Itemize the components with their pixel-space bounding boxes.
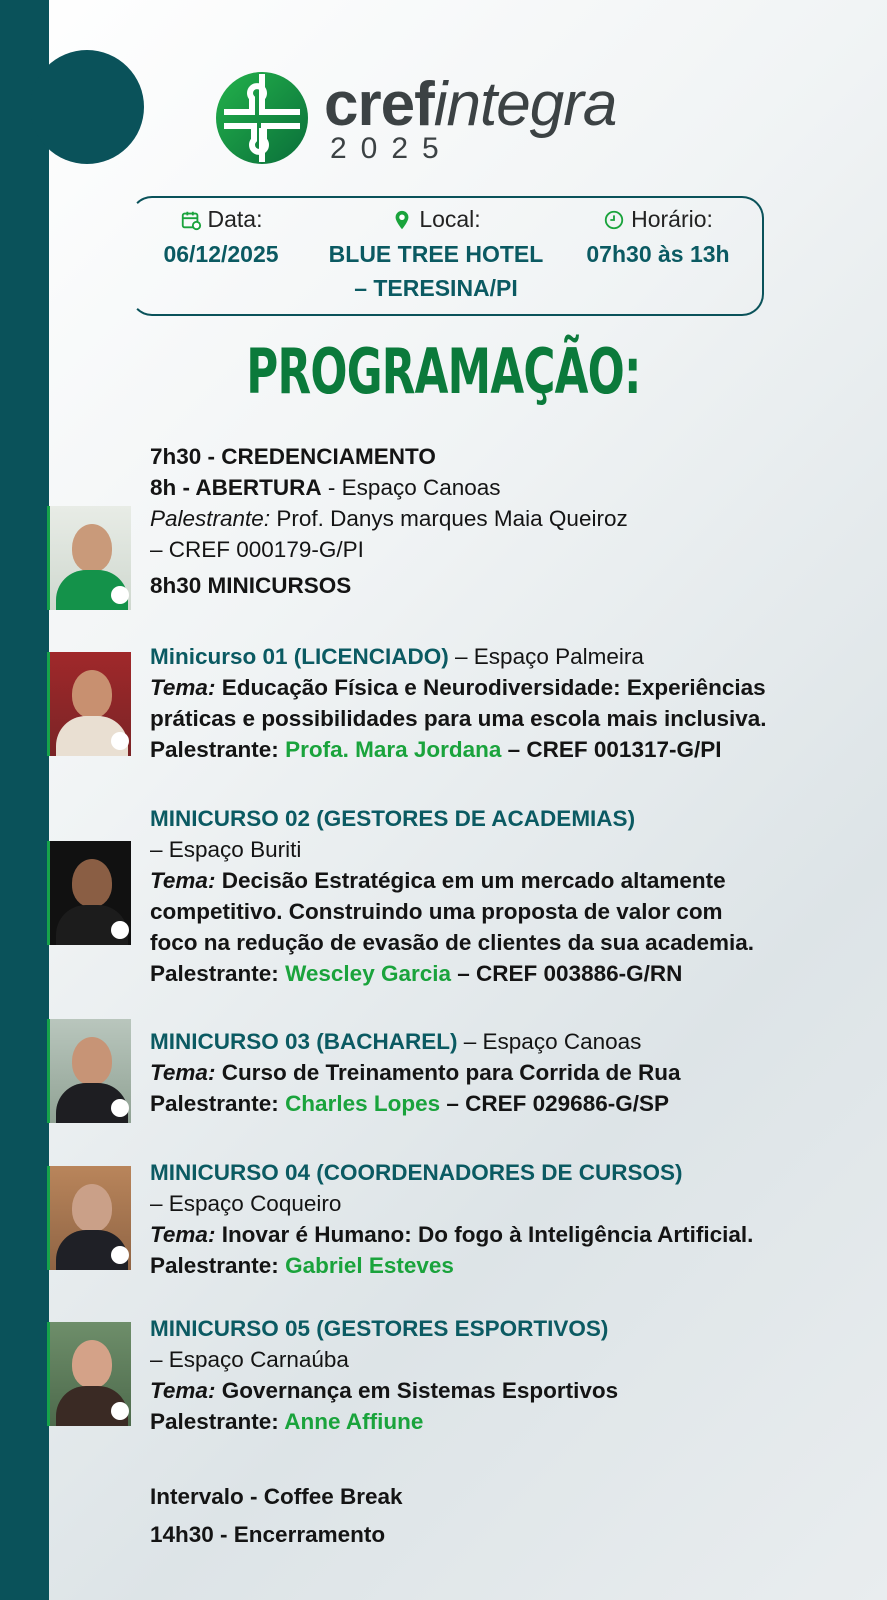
opening-speaker-cref: – CREF 000179-G/PI: [150, 537, 364, 562]
minicursos-label: 8h30 MINICURSOS: [150, 573, 352, 598]
location-label: Local:: [419, 206, 481, 232]
course-02-title: MINICURSO 02 (GESTORES DE ACADEMIAS): [150, 806, 636, 831]
course-04: [150, 1157, 870, 1281]
date-info: [146, 206, 296, 271]
encerramento: 14h30 - Encerramento: [150, 1522, 386, 1547]
course-02-theme-line3: foco na redução de evasão de clientes da sua academia.: [150, 930, 755, 955]
logo-year: 2025: [330, 132, 453, 165]
course-05-space: – Espaço Carnaúba: [150, 1347, 349, 1372]
course-01: [150, 641, 870, 765]
opening-speaker: Palestrante: Prof. Danys marques Maia Queiroz: [150, 506, 628, 531]
course-04-theme: Tema: Inovar é Humano: Do fogo à Inteligência Artificial.: [150, 1222, 754, 1247]
puzzle-logo-icon: [214, 70, 310, 166]
course-03: [150, 1026, 870, 1119]
side-bar: [0, 0, 49, 1600]
course-04-space: – Espaço Coqueiro: [150, 1191, 342, 1216]
course-05-theme: Tema: Governança em Sistemas Esportivos: [150, 1378, 619, 1403]
logo-wordmark: crefintegra: [324, 70, 617, 139]
speaker-photo-anne: [47, 1322, 131, 1426]
time-value: 07h30 às 13h: [586, 241, 730, 267]
credenciamento: 7h30 - CREDENCIAMENTO: [150, 444, 436, 469]
speaker-photo-wescley: [47, 841, 131, 945]
course-01-speaker: Palestrante: Profa. Mara Jordana – CREF 001317-G/PI: [150, 737, 722, 762]
closing-block: [150, 1478, 870, 1554]
location-info: [316, 206, 556, 305]
map-pin-icon: [391, 209, 413, 231]
course-02-theme-line2: competitivo. Construindo uma proposta de valor com: [150, 899, 723, 924]
abertura: 8h - ABERTURA - Espaço Canoas: [150, 475, 501, 500]
course-04-title: MINICURSO 04 (COORDENADORES DE CURSOS): [150, 1160, 683, 1185]
date-value: 06/12/2025: [163, 241, 279, 267]
course-03-theme: Tema: Curso de Treinamento para Corrida de Rua: [150, 1060, 681, 1085]
speaker-photo-mara: [47, 652, 131, 756]
course-03-title: MINICURSO 03 (BACHAREL) – Espaço Canoas: [150, 1029, 642, 1054]
course-04-speaker: Palestrante: Gabriel Esteves: [150, 1253, 454, 1278]
time-info: [570, 206, 746, 271]
speaker-photo-charles: [47, 1019, 131, 1123]
course-03-speaker: Palestrante: Charles Lopes – CREF 029686-G/SP: [150, 1091, 669, 1116]
course-01-title: Minicurso 01 (LICENCIADO) – Espaço Palmeira: [150, 644, 644, 669]
speaker-photo-danys: [47, 506, 131, 610]
course-02-speaker: Palestrante: Wescley Garcia – CREF 003886-G/RN: [150, 961, 683, 986]
course-02-theme: Tema: Decisão Estratégica em um mercado altamente: [150, 868, 726, 893]
date-label: Data:: [207, 206, 263, 232]
course-05-title: MINICURSO 05 (GESTORES ESPORTIVOS): [150, 1316, 609, 1341]
coffee-break: Intervalo - Coffee Break: [150, 1484, 403, 1509]
side-circle-decoration: [30, 50, 144, 164]
location-value: BLUE TREE HOTEL – TERESINA/PI: [328, 241, 544, 301]
opening-block: [150, 441, 870, 601]
crefintegra-logo: [214, 70, 684, 170]
course-02-space: – Espaço Buriti: [150, 837, 302, 862]
course-02: [150, 803, 870, 989]
speaker-photo-gabriel: [47, 1166, 131, 1270]
calendar-icon: [180, 209, 202, 231]
programacao-heading: PROGRAMAÇÃO:: [246, 336, 641, 409]
course-05: [150, 1313, 870, 1437]
course-05-speaker: Palestrante: Anne Affiune: [150, 1409, 424, 1434]
time-label: Horário:: [631, 206, 713, 232]
clock-icon: [603, 209, 625, 231]
course-01-theme-line2: práticas e possibilidades para uma escola mais inclusiva.: [150, 706, 767, 731]
course-01-theme: Tema: Educação Física e Neurodiversidade: Experiências: [150, 675, 766, 700]
